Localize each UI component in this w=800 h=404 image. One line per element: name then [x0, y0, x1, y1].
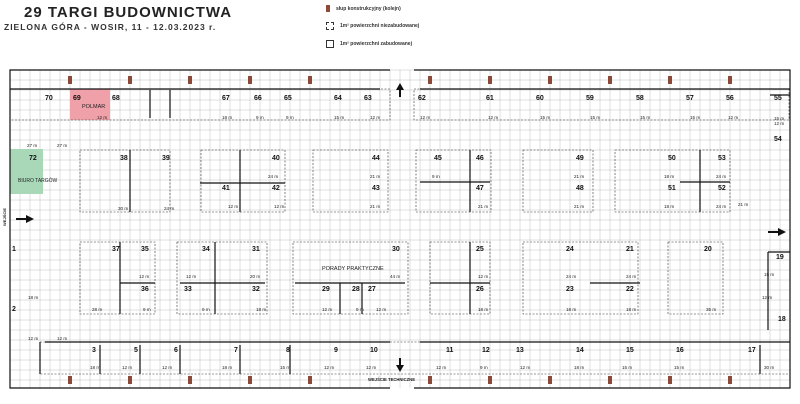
stand-area: 9 m [356, 307, 364, 312]
stand-area: 12 m [488, 115, 499, 120]
stand-number[interactable]: 48 [576, 185, 584, 192]
stand-number[interactable]: 63 [364, 95, 372, 102]
stand-area: 15 m [590, 115, 601, 120]
stand-area: 12 m [162, 365, 173, 370]
stand-area: 21 m [574, 174, 585, 179]
stand-number[interactable]: 58 [636, 95, 644, 102]
area-label: 27 m [57, 143, 68, 148]
stand-area: 18 m [664, 204, 675, 209]
office-area [10, 149, 43, 194]
entrance-arrow-top [396, 83, 404, 97]
stand-area: 18 m [222, 365, 233, 370]
stand-area: 18 m [478, 307, 489, 312]
stand-area: 44 m [390, 274, 401, 279]
stand-area: 30 m [118, 206, 129, 211]
stand-number[interactable]: 7 [234, 347, 238, 354]
stand-number[interactable]: 49 [576, 155, 584, 162]
stand-area: 15 m [540, 115, 551, 120]
stand-number[interactable]: 53 [718, 155, 726, 162]
stand-area: 35 m [706, 307, 717, 312]
pillar [68, 76, 72, 84]
stand-area: 15 m [334, 115, 345, 120]
stand-number[interactable]: 18 [778, 316, 786, 323]
exit-arrow-right [768, 228, 786, 236]
stand-area: 18 m [566, 307, 577, 312]
legend-pillar-label: słup konstrukcyjny (kolejn) [336, 6, 401, 12]
stand-area: 12 m [728, 115, 739, 120]
stand-number[interactable]: 20 [704, 246, 712, 253]
stand-area: 24 m [716, 174, 727, 179]
polmar-label: POLMAR [82, 104, 106, 110]
arrows [16, 83, 786, 372]
stand-number[interactable]: 62 [418, 95, 426, 102]
pillar [248, 376, 252, 384]
stand-number[interactable]: 64 [334, 95, 342, 102]
stand-area: 24 m [164, 206, 175, 211]
stand-number[interactable]: 13 [516, 347, 524, 354]
stand-number[interactable]: 6 [174, 347, 178, 354]
stand-number[interactable]: 43 [372, 185, 380, 192]
pillar [68, 376, 72, 384]
stand-area: 9 m [202, 307, 210, 312]
stand-area: 9 m [256, 115, 264, 120]
stand-number[interactable]: 29 [322, 286, 330, 293]
stand-number[interactable]: 19 [776, 254, 784, 261]
stand-area: 27 m [27, 143, 38, 148]
pillar [608, 376, 612, 384]
stand-area: 20 m [250, 274, 261, 279]
stand-number[interactable]: 22 [626, 286, 634, 293]
stand-area: 12 m [28, 336, 39, 341]
stand-area: 12 m [370, 115, 381, 120]
plan-subtitle: ZIELONA GÓRA - WOSIR, 11 - 12.03.2023 r. [4, 22, 217, 32]
stand-number[interactable]: 68 [112, 95, 120, 102]
area-label: 21 m [738, 202, 749, 207]
stand-area: 24 m [566, 274, 577, 279]
stand-number[interactable]: 41 [222, 185, 230, 192]
advice-label: PORADY PRAKTYCZNE [322, 266, 384, 272]
pillar [548, 376, 552, 384]
stand-area: 18 m [574, 365, 585, 370]
stand-number[interactable]: 36 [141, 286, 149, 293]
block-20 [668, 242, 723, 314]
stand-number[interactable]: 27 [368, 286, 376, 293]
stand-area: 21 m [370, 204, 381, 209]
stand-number[interactable]: 52 [718, 185, 726, 192]
stand-area: 15 m [774, 116, 785, 121]
stand-area: 18 m [28, 295, 39, 300]
stand-area: 18 m [222, 115, 233, 120]
stand-number[interactable]: 10 [370, 347, 378, 354]
stand-number[interactable]: 72 [29, 155, 37, 162]
stand-area: 9 m [143, 307, 151, 312]
pillar [548, 76, 552, 84]
stand-number[interactable]: 65 [284, 95, 292, 102]
stand-area: 18 m [90, 365, 101, 370]
stand-number[interactable]: 37 [112, 246, 120, 253]
pillar [488, 76, 492, 84]
stand-area: 12 m [139, 274, 150, 279]
stand-area: 12 m [186, 274, 197, 279]
pillar [188, 76, 192, 84]
stand-area: 21 m [574, 204, 585, 209]
stand-number[interactable]: 35 [141, 246, 149, 253]
stand-area: 15 m [764, 272, 775, 277]
stand-number[interactable]: 50 [668, 155, 676, 162]
area-label: 12 m [57, 336, 68, 341]
stand-area: 15 m [674, 365, 685, 370]
stand-number[interactable]: 54 [774, 136, 782, 143]
stand-area: 15 m [280, 365, 291, 370]
stand-number[interactable]: 32 [252, 286, 260, 293]
stand-number[interactable]: 12 [482, 347, 490, 354]
stand-number[interactable]: 66 [254, 95, 262, 102]
stand-area: 15 m [640, 115, 651, 120]
stand-number[interactable]: 25 [476, 246, 484, 253]
stand-number[interactable]: 33 [184, 286, 192, 293]
stand-area: 12 m [322, 307, 333, 312]
floor-grid [10, 70, 790, 388]
stand-number[interactable]: 40 [272, 155, 280, 162]
stand-number[interactable]: 17 [748, 347, 756, 354]
stand-area: 21 m [478, 204, 489, 209]
stand-number[interactable]: 2 [12, 306, 16, 313]
stand-number[interactable]: 14 [576, 347, 584, 354]
stand-area: 12 m [520, 365, 531, 370]
stand-area: 9 m [480, 365, 488, 370]
legend-built-label: 1m² powierzchni zabudowanej [340, 41, 412, 47]
pillar [188, 376, 192, 384]
stand-number[interactable]: 60 [536, 95, 544, 102]
stand-area: 12 m [420, 115, 431, 120]
stand-area: 24 m [626, 274, 637, 279]
stand-area: 12 m [762, 295, 773, 300]
stand-number[interactable]: 30 [392, 246, 400, 253]
stand-number[interactable]: 45 [434, 155, 442, 162]
tech-entrance-label: WEJŚCIE TECHNICZNE [368, 377, 415, 382]
entrance-arrow-left [16, 215, 34, 223]
stand-number[interactable]: 11 [446, 347, 454, 354]
pillar [128, 376, 132, 384]
pillar [428, 76, 432, 84]
stand-number[interactable]: 44 [372, 155, 380, 162]
stand-area: 12 m [122, 365, 133, 370]
stand-area: 12 m [274, 204, 285, 209]
pillar [728, 376, 732, 384]
stand-area: 15 m [690, 115, 701, 120]
pillar [668, 376, 672, 384]
stand-number[interactable]: 24 [566, 246, 574, 253]
pillar [728, 76, 732, 84]
stand-area: 9 m [286, 115, 294, 120]
stand-number[interactable]: 39 [162, 155, 170, 162]
stand-number[interactable]: 1 [12, 246, 16, 253]
office-label: BIURO TARGÓW [18, 178, 58, 184]
stand-area: 15 m [622, 365, 633, 370]
pillar [248, 76, 252, 84]
stand-number[interactable]: 34 [202, 246, 210, 253]
stand-area: 12 m [97, 115, 108, 120]
stand-number[interactable]: 61 [486, 95, 494, 102]
stand-area: 18 m [626, 307, 637, 312]
stand-area: 12 m [478, 274, 489, 279]
stand-number[interactable]: 3 [92, 347, 96, 354]
stand-number[interactable]: 23 [566, 286, 574, 293]
stand-area: 12 m [774, 121, 785, 126]
stand-number[interactable]: 15 [626, 347, 634, 354]
side-entrance-label: WEJŚCIE [2, 207, 7, 226]
stand-area: 9 m [432, 174, 440, 179]
legend-unbuilt-label: 1m² powierzchni niezabudowanej [340, 23, 420, 29]
stand-number[interactable]: 57 [686, 95, 694, 102]
pillar [308, 76, 312, 84]
stand-area: 12 m [228, 204, 239, 209]
stand-number[interactable]: 55 [774, 95, 782, 102]
pillar [128, 76, 132, 84]
stand-area: 12 m [366, 365, 377, 370]
stand-area: 28 m [92, 307, 103, 312]
pillar [428, 376, 432, 384]
stand-number[interactable]: 28 [352, 286, 360, 293]
stand-number[interactable]: 70 [45, 95, 53, 102]
stand-number[interactable]: 16 [676, 347, 684, 354]
stand-number[interactable]: 31 [252, 246, 260, 253]
stand-area: 18 m [256, 307, 267, 312]
stand-area: 30 m [764, 365, 775, 370]
stand-area: 12 m [376, 307, 387, 312]
stand-number[interactable]: 21 [626, 246, 634, 253]
stand-number[interactable]: 26 [476, 286, 484, 293]
stand-number[interactable]: 67 [222, 95, 230, 102]
stand-area: 24 m [716, 204, 727, 209]
pillar [308, 376, 312, 384]
stand-area: 24 m [268, 174, 279, 179]
stand-number[interactable]: 59 [586, 95, 594, 102]
stand-number[interactable]: 56 [726, 95, 734, 102]
stand-area: 18 m [664, 174, 675, 179]
stand-number[interactable]: 47 [476, 185, 484, 192]
stand-area: 21 m [370, 174, 381, 179]
plan-title: 29 TARGI BUDOWNICTWA [24, 4, 233, 21]
pillar [668, 76, 672, 84]
stand-number[interactable]: 5 [134, 347, 138, 354]
stand-number[interactable]: 9 [334, 347, 338, 354]
pillar [488, 376, 492, 384]
stand-number[interactable]: 51 [668, 185, 676, 192]
stand-area: 12 m [436, 365, 447, 370]
stand-number[interactable]: 38 [120, 155, 128, 162]
block-21-24 [523, 242, 638, 314]
stand-area: 12 m [324, 365, 335, 370]
stand-number[interactable]: 42 [272, 185, 280, 192]
stand-number[interactable]: 8 [286, 347, 290, 354]
pillar [608, 76, 612, 84]
stand-number[interactable]: 69 [73, 95, 81, 102]
stand-number[interactable]: 46 [476, 155, 484, 162]
